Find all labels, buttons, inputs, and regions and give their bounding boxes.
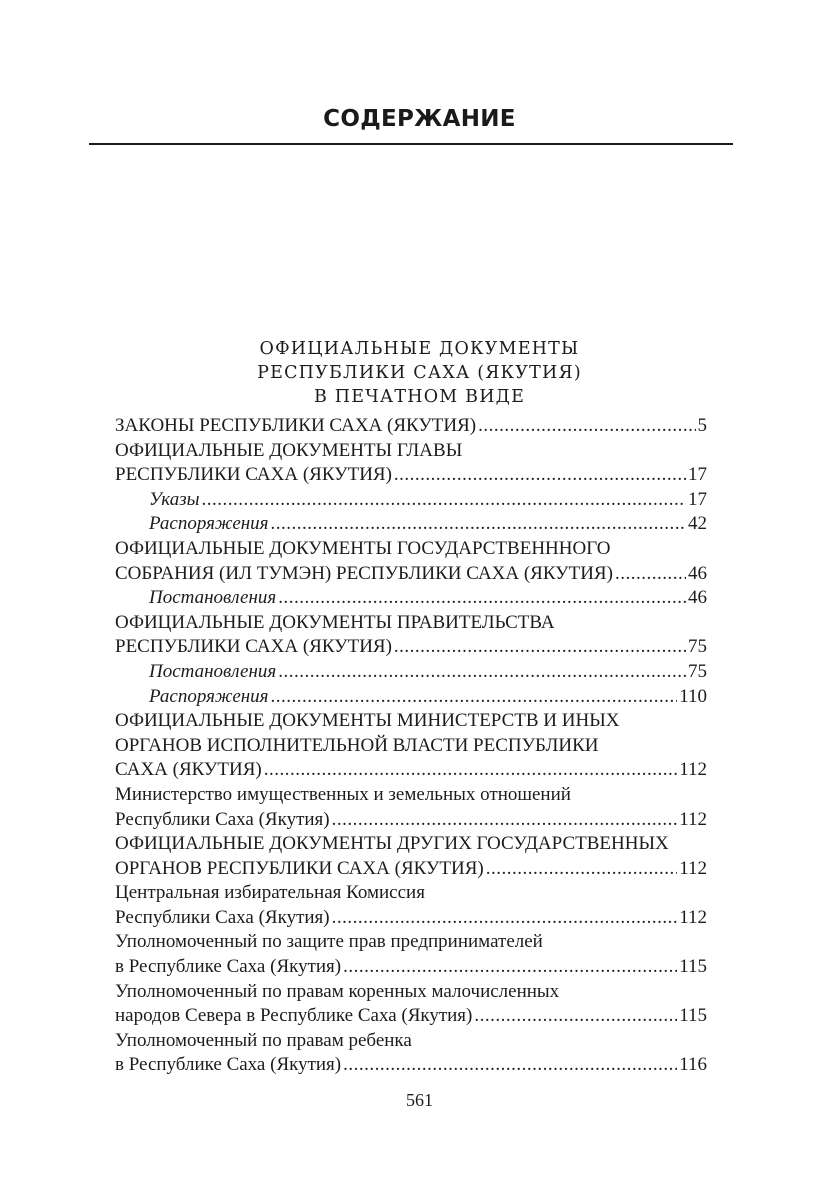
toc-page-number: 5 (697, 415, 707, 436)
toc-entry[interactable] (115, 881, 707, 930)
toc-page-number: 75 (688, 636, 707, 658)
dot-leader (478, 414, 695, 439)
section-title-line: РЕСПУБЛИКИ САХА (ЯКУТИЯ) (257, 363, 582, 383)
toc-line (115, 586, 707, 611)
toc-subentry[interactable] (115, 685, 707, 710)
toc-entry[interactable] (115, 1029, 707, 1078)
dot-leader (271, 685, 678, 710)
toc-entry-title: ОФИЦИАЛЬНЫЕ ДОКУМЕНТЫ ДРУГИХ ГОСУДАРСТВЕННЫХ (115, 833, 669, 855)
toc-entry-title: Министерство имущественных и земельных отношений (115, 783, 571, 805)
dot-leader (343, 955, 677, 980)
toc-entry[interactable] (115, 783, 707, 832)
toc-entry[interactable] (115, 439, 707, 488)
section-title (0, 337, 839, 409)
toc-entry-title: Распоряжения (149, 685, 269, 707)
toc-page-number: 17 (688, 488, 707, 510)
toc-subentry[interactable] (115, 660, 707, 685)
dot-leader (394, 463, 686, 488)
toc-page-number: 42 (688, 513, 707, 535)
toc-page-number: 116 (679, 1054, 707, 1076)
toc-entry-title: САХА (ЯКУТИЯ) (115, 759, 262, 781)
toc-line (115, 808, 707, 833)
dot-leader (332, 808, 678, 833)
toc-page-number: 112 (679, 857, 707, 879)
toc-entry-title: Распоряжения (149, 513, 269, 535)
toc-subentry[interactable] (115, 512, 707, 537)
toc-subentry[interactable] (115, 586, 707, 611)
toc-line (115, 1004, 707, 1029)
heading-rule (89, 143, 733, 145)
toc-line (115, 660, 707, 685)
section-title-line: В ПЕЧАТНОМ ВИДЕ (313, 387, 526, 407)
dot-leader (278, 660, 686, 685)
toc-line (115, 758, 707, 783)
toc-entry[interactable] (115, 930, 707, 979)
dot-leader (271, 512, 686, 537)
toc-entry-title: РЕСПУБЛИКИ САХА (ЯКУТИЯ) (115, 636, 392, 658)
toc-line (115, 685, 707, 710)
toc-line (115, 439, 707, 464)
toc-entry-title: Уполномоченный по защите прав предпринимателей (115, 931, 543, 953)
toc-line (115, 906, 707, 931)
toc-line (115, 635, 707, 660)
toc-entry-title: ОРГАНОВ РЕСПУБЛИКИ САХА (ЯКУТИЯ) (115, 857, 484, 879)
table-of-contents (115, 414, 707, 1078)
toc-entry[interactable] (115, 537, 707, 586)
toc-entry[interactable] (115, 414, 707, 439)
toc-line (115, 930, 707, 955)
toc-entry-title: Указы (149, 488, 200, 510)
toc-subentry[interactable] (115, 488, 707, 513)
toc-entry[interactable] (115, 611, 707, 660)
toc-line (115, 1053, 707, 1078)
toc-line (115, 857, 707, 882)
toc-line (115, 512, 707, 537)
toc-page-number: 17 (688, 464, 707, 486)
toc-line (115, 488, 707, 513)
toc-entry-title: ОФИЦИАЛЬНЫЕ ДОКУМЕНТЫ МИНИСТЕРСТВ И ИНЫХ (115, 710, 620, 732)
toc-entry-title: Республики Саха (Якутия) (115, 808, 330, 830)
toc-page-number: 75 (688, 660, 707, 682)
toc-page-number: 110 (679, 685, 707, 707)
toc-line (115, 709, 707, 734)
toc-page-number: 115 (679, 1005, 707, 1027)
toc-entry-title: в Республике Саха (Якутия) (115, 956, 342, 978)
toc-page-number: 46 (688, 562, 707, 584)
toc-page-number: 112 (679, 906, 707, 928)
toc-entry-title: Республики Саха (Якутия) (115, 906, 330, 928)
page-heading: СОДЕРЖАНИЕ (323, 106, 516, 132)
section-title-line: ОФИЦИАЛЬНЫЕ ДОКУМЕНТЫ (259, 339, 580, 359)
toc-line (115, 881, 707, 906)
toc-line (115, 734, 707, 759)
dot-leader (332, 906, 678, 931)
toc-entry-title: ЗАКОНЫ РЕСПУБЛИКИ САХА (ЯКУТИЯ) (115, 415, 477, 436)
toc-entry[interactable] (115, 832, 707, 881)
toc-page-number: 112 (679, 808, 707, 830)
dot-leader (486, 857, 677, 882)
toc-line (115, 463, 707, 488)
toc-entry-title: Уполномоченный по правам ребенка (115, 1029, 412, 1051)
dot-leader (202, 488, 686, 513)
toc-line (115, 611, 707, 636)
toc-entry-title: ОРГАНОВ ИСПОЛНИТЕЛЬНОЙ ВЛАСТИ РЕСПУБЛИКИ (115, 734, 599, 756)
dot-leader (394, 635, 686, 660)
toc-entry-title: Уполномоченный по правам коренных малочисленных (115, 980, 560, 1002)
page-number: 561 (406, 1090, 433, 1110)
toc-line (115, 562, 707, 587)
toc-entry-title: СОБРАНИЯ (ИЛ ТУМЭН) РЕСПУБЛИКИ САХА (ЯКУТИЯ) (115, 562, 613, 584)
toc-line (115, 832, 707, 857)
toc-entry-title: РЕСПУБЛИКИ САХА (ЯКУТИЯ) (115, 464, 392, 486)
toc-entry-title: ОФИЦИАЛЬНЫЕ ДОКУМЕНТЫ ГОСУДАРСТВЕНННОГО (115, 537, 611, 559)
toc-line (115, 955, 707, 980)
toc-line (115, 537, 707, 562)
toc-entry-title: народов Севера в Республике Саха (Якутия) (115, 1005, 473, 1027)
toc-page-number: 112 (679, 759, 707, 781)
dot-leader (278, 586, 686, 611)
toc-entry-title: ОФИЦИАЛЬНЫЕ ДОКУМЕНТЫ ПРАВИТЕЛЬСТВА (115, 611, 555, 633)
dot-leader (615, 562, 686, 587)
toc-entry-title: ОФИЦИАЛЬНЫЕ ДОКУМЕНТЫ ГЛАВЫ (115, 439, 463, 461)
toc-entry-title: Постановления (149, 587, 277, 609)
dot-leader (474, 1004, 677, 1029)
toc-line (115, 783, 707, 808)
toc-entry[interactable] (115, 709, 707, 783)
dot-leader (264, 758, 677, 783)
toc-page-number: 46 (688, 587, 707, 609)
toc-entry-title: Центральная избирательная Комиссия (115, 882, 425, 904)
toc-entry-title: в Республике Саха (Якутия) (115, 1054, 342, 1076)
toc-line (115, 414, 707, 439)
toc-entry[interactable] (115, 980, 707, 1029)
toc-line (115, 980, 707, 1005)
toc-line (115, 1029, 707, 1054)
toc-entry-title: Постановления (149, 660, 277, 682)
dot-leader (343, 1053, 677, 1078)
toc-page-number: 115 (679, 956, 707, 978)
